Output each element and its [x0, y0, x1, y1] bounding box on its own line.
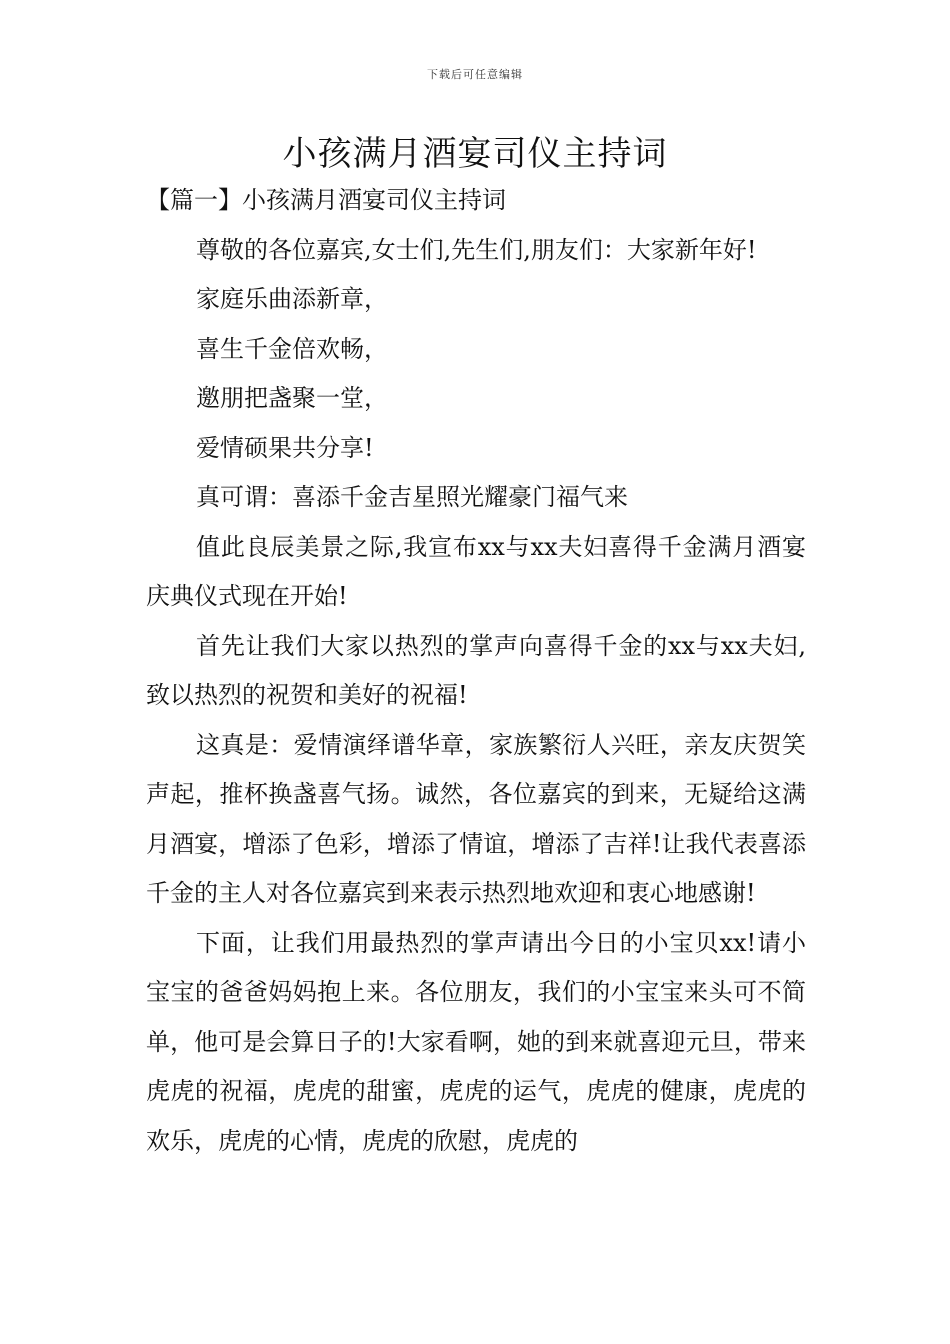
section-heading: 【篇一】小孩满月酒宴司仪主持词 — [146, 186, 506, 214]
paragraph-saying: 真可谓：喜添千金吉星照光耀豪门福气来 — [196, 483, 628, 511]
document-title: 小孩满月酒宴司仪主持词 — [282, 134, 668, 174]
paragraph-announcement: 值此良辰美景之际,我宣布xx与xx夫妇喜得千金满月酒宴庆典仪式现在开始! — [146, 532, 806, 610]
paragraph-welcome: 这真是：爱情演绎谱华章，家族繁衍人兴旺，亲友庆贺笑声起，推杯换盏喜气扬。诚然，各位嘉宾的到来，无疑给这满月酒宴，增添了色彩，增添了情谊，增添了吉祥!让我代表喜添千金的主人对各位嘉宾到来表示热烈地欢迎和衷心地感谢! — [146, 730, 806, 907]
header-note: 下载后可任意编辑 — [427, 68, 523, 81]
paragraph-congratulation: 首先让我们大家以热烈的掌声向喜得千金的xx与xx夫妇,致以热烈的祝贺和美好的祝福! — [146, 631, 806, 709]
document-body — [146, 176, 806, 1166]
paragraph-verse-1: 家庭乐曲添新章， — [196, 285, 388, 313]
paragraph-baby-intro: 下面，让我们用最热烈的掌声请出今日的小宝贝xx!请小宝宝的爸爸妈妈抱上来。各位朋友，我们的小宝宝来头可不简单，他可是会算日子的!大家看啊，她的到来就喜迎元旦，带来虎虎的祝福，虎虎的甜蜜，虎虎的运气，虎虎的健康，虎虎的欢乐，虎虎的心情，虎虎的欣慰，虎虎的 — [146, 928, 806, 1155]
paragraph-verse-4: 爱情硕果共分享! — [196, 433, 374, 462]
paragraph-verse-3: 邀朋把盏聚一堂， — [196, 384, 388, 412]
paragraph-greeting: 尊敬的各位嘉宾,女士们,先生们,朋友们：大家新年好! — [196, 235, 757, 264]
paragraph-verse-2: 喜生千金倍欢畅， — [196, 334, 388, 363]
